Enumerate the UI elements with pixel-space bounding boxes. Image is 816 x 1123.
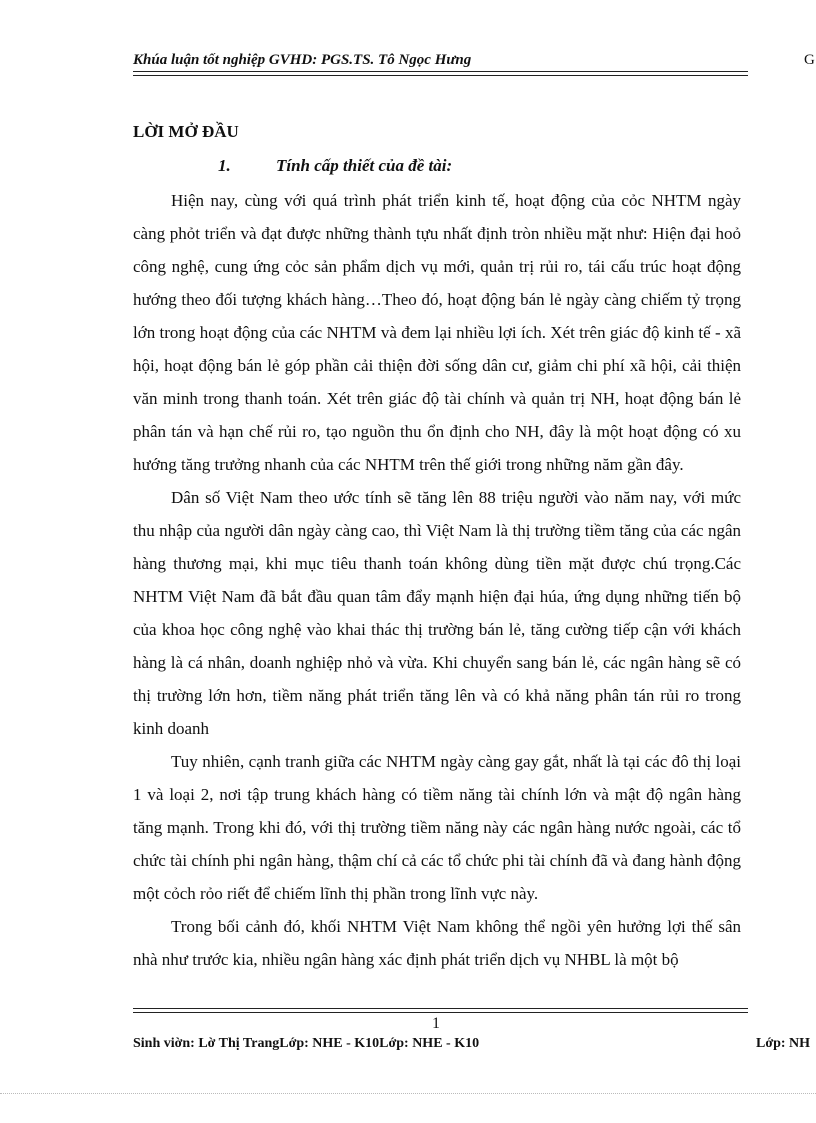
footer-rule-top xyxy=(133,1008,748,1009)
section-title: LỜI MỞ ĐẦU xyxy=(133,122,239,141)
running-footer: Sinh viờn: Lờ Thị TrangLớp: NHE - K10Lớp: NHE - K10 xyxy=(133,1036,480,1051)
subsection-title: Tính cấp thiết của đề tài: xyxy=(276,156,453,175)
footer-rule-bottom xyxy=(133,1012,748,1013)
paragraph-4: Trong bối cảnh đó, khối NHTM Việt Nam không thể ngồi yên hưởng lợi thế sân nhà như trước kia, nhiều ngân hàng xác định phát triển dịch vụ NHBL là một bộ xyxy=(133,917,741,969)
page-edge-divider xyxy=(0,1093,816,1094)
paragraph-3: Tuy nhiên, cạnh tranh giữa các NHTM ngày càng gay gắt, nhất là tại các đô thị loại 1 và loại 2, nơi tập trung khách hàng có tiềm năng tài chính lớn và mật độ ngân hàng tăng mạnh. Trong khi đó, với thị trường tiềm năng này các ngân hàng nước ngoài, các tổ chức tài chính phi ngân hàng, thậm chí cả các tổ chức phi tài chính đã và đang hành động một cỏch rỏo riết để chiếm lĩnh thị phần trong lĩnh vực này. xyxy=(133,752,741,903)
paragraph-2: Dân số Việt Nam theo ước tính sẽ tăng lên 88 triệu người vào năm nay, với mức thu nhập của người dân ngày càng cao, thì Việt Nam là thị trường tiềm tăng của các ngân hàng thương mại, khi mục tiêu thanh toán không dùng tiền mặt được chú trọng.Các NHTM Việt Nam đã bắt đầu quan tâm đẩy mạnh hiện đại húa, ứng dụng những tiến bộ của khoa học công nghệ vào khai thác thị trường bán lẻ, tăng cường tiếp cận với khách hàng là cá nhân, doanh nghiệp nhỏ và vừa. Khi chuyển sang bán lẻ, các ngân hàng sẽ có thị trường lớn hơn, tiềm năng phát triển tăng lên và có khả năng phân tán rủi ro trong kinh doanh xyxy=(133,488,741,738)
running-footer-right: Lớp: NH xyxy=(756,1036,811,1051)
page-number: 1 xyxy=(432,1015,440,1032)
paragraph-1: Hiện nay, cùng với quá trình phát triển kinh tế, hoạt động của cỏc NHTM ngày càng phỏt triển và đạt được những thành tựu nhất định tròn nhiều mặt như: Hiện đại hoỏ công nghệ, cung ứng cỏc sản phẩm dịch vụ mới, quản trị rủi ro, tái cấu trúc hoạt động hướng theo đối tượng khách hàng…Theo đó, hoạt động bán lẻ ngày càng chiếm tỷ trọng lớn trong hoạt động của các NHTM và đem lại nhiều lợi ích. Xét trên giác độ kinh tế - xã hội, hoạt động bán lẻ góp phần cải thiện đời sống dân cư, giảm chi phí xã hội, cải thiện văn minh trong thanh toán. Xét trên giác độ tài chính và quản trị NH, hoạt động bán lẻ phân tán và hạn chế rủi ro, tạo nguồn thu ổn định cho NH, đây là một hoạt động có xu hướng tăng trưởng nhanh của các NHTM trên thế giới trong những năm gần đây. xyxy=(133,191,741,474)
running-header: Khúa luận tốt nghiệp GVHD: PGS.TS. Tô Ngọc Hưng xyxy=(133,52,472,68)
running-header-right: G xyxy=(804,52,815,68)
header-rule-top xyxy=(133,71,748,72)
header-rule-bottom xyxy=(133,75,748,76)
subsection-number: 1. xyxy=(218,156,231,175)
body-text xyxy=(133,184,741,976)
